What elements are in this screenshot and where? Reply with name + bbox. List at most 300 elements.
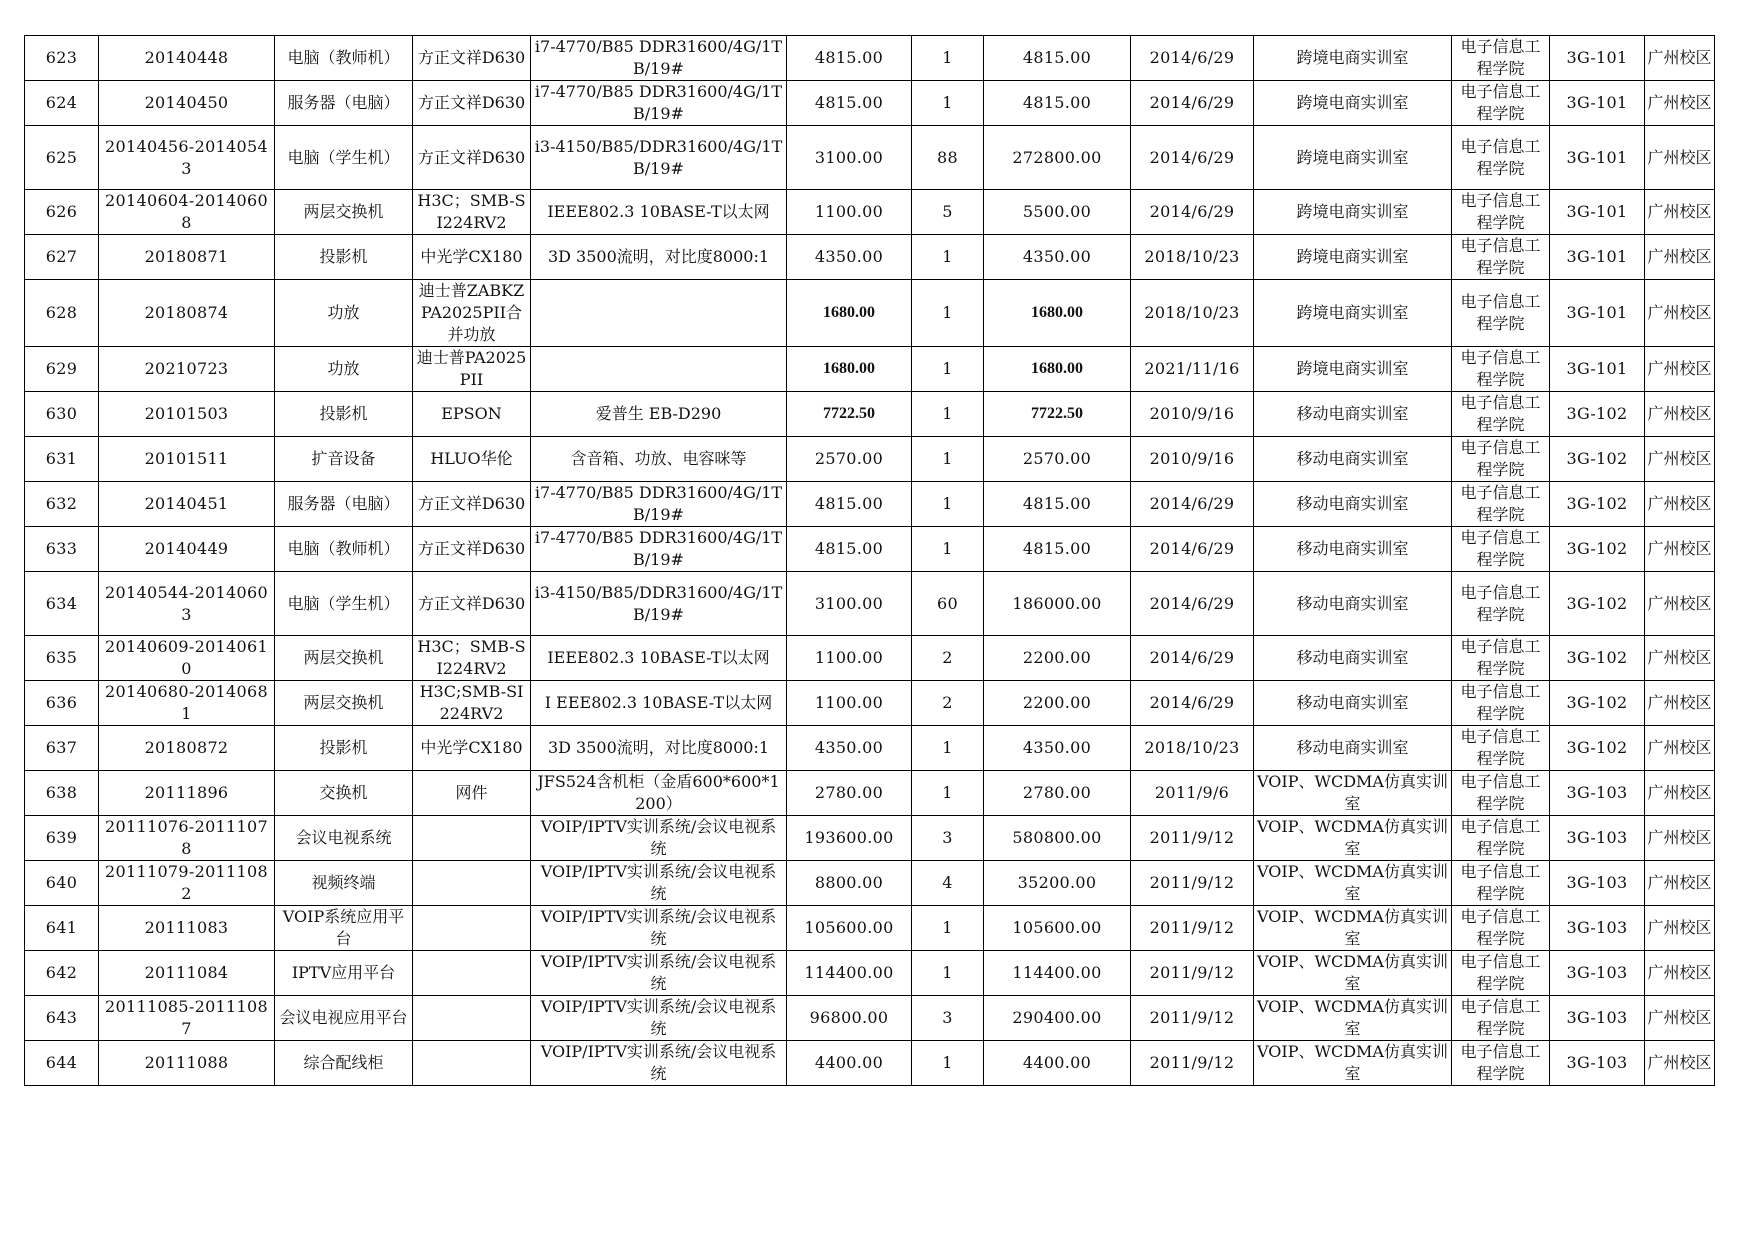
quantity-cell: 3 (912, 996, 984, 1041)
total-amount-cell: 4350.00 (984, 235, 1131, 280)
row-number-cell: 625 (25, 126, 99, 190)
asset-id-cell: 20140680-20140681 (99, 681, 275, 726)
department-cell: 电子信息工程学院 (1452, 81, 1550, 126)
total-amount-cell: 2200.00 (984, 636, 1131, 681)
purchase-date-cell: 2011/9/12 (1131, 816, 1254, 861)
brand-model-cell (413, 906, 531, 951)
campus-cell: 广州校区 (1645, 681, 1715, 726)
department-cell: 电子信息工程学院 (1452, 1041, 1550, 1086)
total-amount-cell: 7722.50 (984, 392, 1131, 437)
total-amount-cell: 2570.00 (984, 437, 1131, 482)
table-row (25, 572, 1715, 636)
brand-model-cell: 网件 (413, 771, 531, 816)
total-amount-cell: 2780.00 (984, 771, 1131, 816)
quantity-cell: 1 (912, 1041, 984, 1086)
asset-name-cell: 两层交换机 (275, 681, 413, 726)
purchase-date-cell: 2014/6/29 (1131, 482, 1254, 527)
campus-cell: 广州校区 (1645, 482, 1715, 527)
location-cell: 跨境电商实训室 (1254, 347, 1452, 392)
purchase-date-cell: 2021/11/16 (1131, 347, 1254, 392)
table-row (25, 681, 1715, 726)
department-cell: 电子信息工程学院 (1452, 726, 1550, 771)
specification-cell: 含音箱、功放、电容咪等 (531, 437, 787, 482)
asset-id-cell: 20140604-20140608 (99, 190, 275, 235)
location-cell: 跨境电商实训室 (1254, 126, 1452, 190)
brand-model-cell (413, 996, 531, 1041)
row-number-cell: 644 (25, 1041, 99, 1086)
location-cell: 移动电商实训室 (1254, 437, 1452, 482)
specification-cell (531, 280, 787, 347)
quantity-cell: 1 (912, 347, 984, 392)
campus-cell: 广州校区 (1645, 190, 1715, 235)
table-row (25, 771, 1715, 816)
location-cell: 移动电商实训室 (1254, 392, 1452, 437)
campus-cell: 广州校区 (1645, 126, 1715, 190)
asset-name-cell: 两层交换机 (275, 190, 413, 235)
unit-price-cell: 2570.00 (787, 437, 912, 482)
location-cell: 移动电商实训室 (1254, 636, 1452, 681)
table-row (25, 235, 1715, 280)
table-row (25, 437, 1715, 482)
specification-cell: VOIP/IPTV实训系统/会议电视系统 (531, 951, 787, 996)
brand-model-cell: H3C；SMB-SI224RV2 (413, 190, 531, 235)
room-cell: 3G-101 (1550, 280, 1645, 347)
specification-cell: I EEE802.3 10BASE-T以太网 (531, 681, 787, 726)
table-row (25, 636, 1715, 681)
table-row (25, 190, 1715, 235)
asset-id-cell: 20101511 (99, 437, 275, 482)
location-cell: VOIP、WCDMA仿真实训室 (1254, 951, 1452, 996)
asset-id-cell: 20111079-20111082 (99, 861, 275, 906)
unit-price-cell: 4815.00 (787, 81, 912, 126)
quantity-cell: 4 (912, 861, 984, 906)
asset-id-cell: 20140450 (99, 81, 275, 126)
brand-model-cell: 方正文祥D630 (413, 36, 531, 81)
campus-cell: 广州校区 (1645, 636, 1715, 681)
purchase-date-cell: 2018/10/23 (1131, 280, 1254, 347)
unit-price-cell: 4815.00 (787, 36, 912, 81)
purchase-date-cell: 2010/9/16 (1131, 392, 1254, 437)
row-number-cell: 637 (25, 726, 99, 771)
brand-model-cell: HLUO华伦 (413, 437, 531, 482)
row-number-cell: 628 (25, 280, 99, 347)
asset-id-cell: 20140456-20140543 (99, 126, 275, 190)
specification-cell: VOIP/IPTV实训系统/会议电视系统 (531, 996, 787, 1041)
specification-cell: 3D 3500流明，对比度8000:1 (531, 726, 787, 771)
asset-name-cell: 投影机 (275, 235, 413, 280)
unit-price-cell: 3100.00 (787, 126, 912, 190)
location-cell: 移动电商实训室 (1254, 527, 1452, 572)
purchase-date-cell: 2014/6/29 (1131, 527, 1254, 572)
quantity-cell: 1 (912, 726, 984, 771)
brand-model-cell: H3C；SMB-SI224RV2 (413, 636, 531, 681)
quantity-cell: 1 (912, 280, 984, 347)
unit-price-cell: 4350.00 (787, 726, 912, 771)
row-number-cell: 640 (25, 861, 99, 906)
row-number-cell: 635 (25, 636, 99, 681)
asset-name-cell: VOIP系统应用平台 (275, 906, 413, 951)
unit-price-cell: 1680.00 (787, 280, 912, 347)
table-row (25, 726, 1715, 771)
campus-cell: 广州校区 (1645, 906, 1715, 951)
location-cell: 移动电商实训室 (1254, 572, 1452, 636)
department-cell: 电子信息工程学院 (1452, 572, 1550, 636)
brand-model-cell: 中光学CX180 (413, 726, 531, 771)
campus-cell: 广州校区 (1645, 572, 1715, 636)
location-cell: 跨境电商实训室 (1254, 235, 1452, 280)
location-cell: VOIP、WCDMA仿真实训室 (1254, 861, 1452, 906)
asset-id-cell: 20180874 (99, 280, 275, 347)
asset-name-cell: IPTV应用平台 (275, 951, 413, 996)
row-number-cell: 629 (25, 347, 99, 392)
department-cell: 电子信息工程学院 (1452, 235, 1550, 280)
room-cell: 3G-102 (1550, 437, 1645, 482)
total-amount-cell: 1680.00 (984, 347, 1131, 392)
campus-cell: 广州校区 (1645, 347, 1715, 392)
purchase-date-cell: 2018/10/23 (1131, 235, 1254, 280)
brand-model-cell: 方正文祥D630 (413, 126, 531, 190)
campus-cell: 广州校区 (1645, 726, 1715, 771)
total-amount-cell: 4815.00 (984, 527, 1131, 572)
purchase-date-cell: 2011/9/12 (1131, 996, 1254, 1041)
specification-cell: VOIP/IPTV实训系统/会议电视系统 (531, 816, 787, 861)
department-cell: 电子信息工程学院 (1452, 816, 1550, 861)
table-row (25, 280, 1715, 347)
table-row (25, 347, 1715, 392)
quantity-cell: 1 (912, 527, 984, 572)
specification-cell: IEEE802.3 10BASE-T以太网 (531, 190, 787, 235)
purchase-date-cell: 2014/6/29 (1131, 190, 1254, 235)
asset-id-cell: 20140544-20140603 (99, 572, 275, 636)
purchase-date-cell: 2018/10/23 (1131, 726, 1254, 771)
asset-id-cell: 20111085-20111087 (99, 996, 275, 1041)
asset-name-cell: 会议电视应用平台 (275, 996, 413, 1041)
purchase-date-cell: 2014/6/29 (1131, 572, 1254, 636)
asset-id-cell: 20140451 (99, 482, 275, 527)
row-number-cell: 630 (25, 392, 99, 437)
specification-cell: 爱普生 EB-D290 (531, 392, 787, 437)
department-cell: 电子信息工程学院 (1452, 861, 1550, 906)
room-cell: 3G-103 (1550, 996, 1645, 1041)
total-amount-cell: 580800.00 (984, 816, 1131, 861)
total-amount-cell: 4815.00 (984, 36, 1131, 81)
room-cell: 3G-101 (1550, 81, 1645, 126)
row-number-cell: 632 (25, 482, 99, 527)
total-amount-cell: 5500.00 (984, 190, 1131, 235)
total-amount-cell: 114400.00 (984, 951, 1131, 996)
room-cell: 3G-102 (1550, 392, 1645, 437)
brand-model-cell (413, 951, 531, 996)
unit-price-cell: 96800.00 (787, 996, 912, 1041)
unit-price-cell: 8800.00 (787, 861, 912, 906)
department-cell: 电子信息工程学院 (1452, 906, 1550, 951)
purchase-date-cell: 2014/6/29 (1131, 636, 1254, 681)
brand-model-cell (413, 816, 531, 861)
campus-cell: 广州校区 (1645, 951, 1715, 996)
unit-price-cell: 3100.00 (787, 572, 912, 636)
campus-cell: 广州校区 (1645, 771, 1715, 816)
asset-id-cell: 20111083 (99, 906, 275, 951)
campus-cell: 广州校区 (1645, 816, 1715, 861)
room-cell: 3G-102 (1550, 681, 1645, 726)
row-number-cell: 643 (25, 996, 99, 1041)
campus-cell: 广州校区 (1645, 235, 1715, 280)
specification-cell: VOIP/IPTV实训系统/会议电视系统 (531, 861, 787, 906)
table-row (25, 126, 1715, 190)
table-row (25, 392, 1715, 437)
brand-model-cell: 方正文祥D630 (413, 482, 531, 527)
asset-name-cell: 会议电视系统 (275, 816, 413, 861)
table-row (25, 951, 1715, 996)
table-row (25, 906, 1715, 951)
quantity-cell: 1 (912, 771, 984, 816)
total-amount-cell: 4815.00 (984, 482, 1131, 527)
campus-cell: 广州校区 (1645, 81, 1715, 126)
table-body (25, 36, 1715, 1086)
asset-name-cell: 功放 (275, 280, 413, 347)
quantity-cell: 2 (912, 636, 984, 681)
total-amount-cell: 2200.00 (984, 681, 1131, 726)
specification-cell: i7-4770/B85 DDR31600/4G/1TB/19# (531, 482, 787, 527)
location-cell: 跨境电商实训室 (1254, 36, 1452, 81)
location-cell: VOIP、WCDMA仿真实训室 (1254, 816, 1452, 861)
specification-cell (531, 347, 787, 392)
location-cell: VOIP、WCDMA仿真实训室 (1254, 771, 1452, 816)
table-row (25, 861, 1715, 906)
unit-price-cell: 1680.00 (787, 347, 912, 392)
location-cell: 移动电商实训室 (1254, 681, 1452, 726)
specification-cell: 3D 3500流明，对比度8000:1 (531, 235, 787, 280)
department-cell: 电子信息工程学院 (1452, 636, 1550, 681)
asset-id-cell: 20140449 (99, 527, 275, 572)
specification-cell: JFS524含机柜（金盾600*600*1200） (531, 771, 787, 816)
quantity-cell: 1 (912, 36, 984, 81)
asset-id-cell: 20111076-20111078 (99, 816, 275, 861)
row-number-cell: 642 (25, 951, 99, 996)
row-number-cell: 627 (25, 235, 99, 280)
room-cell: 3G-101 (1550, 126, 1645, 190)
row-number-cell: 641 (25, 906, 99, 951)
campus-cell: 广州校区 (1645, 527, 1715, 572)
unit-price-cell: 1100.00 (787, 190, 912, 235)
room-cell: 3G-101 (1550, 190, 1645, 235)
specification-cell: IEEE802.3 10BASE-T以太网 (531, 636, 787, 681)
room-cell: 3G-103 (1550, 861, 1645, 906)
location-cell: 跨境电商实训室 (1254, 81, 1452, 126)
room-cell: 3G-101 (1550, 36, 1645, 81)
room-cell: 3G-102 (1550, 636, 1645, 681)
brand-model-cell (413, 1041, 531, 1086)
unit-price-cell: 1100.00 (787, 681, 912, 726)
purchase-date-cell: 2011/9/6 (1131, 771, 1254, 816)
table-row (25, 996, 1715, 1041)
campus-cell: 广州校区 (1645, 1041, 1715, 1086)
unit-price-cell: 4815.00 (787, 527, 912, 572)
asset-id-cell: 20111084 (99, 951, 275, 996)
unit-price-cell: 4400.00 (787, 1041, 912, 1086)
location-cell: 跨境电商实训室 (1254, 280, 1452, 347)
room-cell: 3G-103 (1550, 951, 1645, 996)
purchase-date-cell: 2011/9/12 (1131, 861, 1254, 906)
asset-id-cell: 20111088 (99, 1041, 275, 1086)
brand-model-cell: 中光学CX180 (413, 235, 531, 280)
unit-price-cell: 193600.00 (787, 816, 912, 861)
brand-model-cell: 方正文祥D630 (413, 527, 531, 572)
asset-name-cell: 投影机 (275, 392, 413, 437)
brand-model-cell: 迪士普ZABKZPA2025PII合并功放 (413, 280, 531, 347)
total-amount-cell: 290400.00 (984, 996, 1131, 1041)
department-cell: 电子信息工程学院 (1452, 280, 1550, 347)
asset-name-cell: 服务器（电脑） (275, 81, 413, 126)
department-cell: 电子信息工程学院 (1452, 482, 1550, 527)
campus-cell: 广州校区 (1645, 392, 1715, 437)
row-number-cell: 636 (25, 681, 99, 726)
department-cell: 电子信息工程学院 (1452, 190, 1550, 235)
row-number-cell: 631 (25, 437, 99, 482)
unit-price-cell: 4815.00 (787, 482, 912, 527)
asset-name-cell: 服务器（电脑） (275, 482, 413, 527)
asset-name-cell: 电脑（教师机） (275, 36, 413, 81)
location-cell: 移动电商实训室 (1254, 482, 1452, 527)
quantity-cell: 2 (912, 681, 984, 726)
quantity-cell: 1 (912, 81, 984, 126)
department-cell: 电子信息工程学院 (1452, 527, 1550, 572)
department-cell: 电子信息工程学院 (1452, 771, 1550, 816)
row-number-cell: 626 (25, 190, 99, 235)
location-cell: 跨境电商实训室 (1254, 190, 1452, 235)
table-row (25, 1041, 1715, 1086)
table-row (25, 816, 1715, 861)
department-cell: 电子信息工程学院 (1452, 36, 1550, 81)
specification-cell: i7-4770/B85 DDR31600/4G/1TB/19# (531, 81, 787, 126)
location-cell: VOIP、WCDMA仿真实训室 (1254, 996, 1452, 1041)
purchase-date-cell: 2011/9/12 (1131, 906, 1254, 951)
asset-id-cell: 20101503 (99, 392, 275, 437)
quantity-cell: 3 (912, 816, 984, 861)
asset-name-cell: 电脑（学生机） (275, 126, 413, 190)
department-cell: 电子信息工程学院 (1452, 126, 1550, 190)
unit-price-cell: 4350.00 (787, 235, 912, 280)
brand-model-cell: 迪士普PA2025PII (413, 347, 531, 392)
purchase-date-cell: 2011/9/12 (1131, 1041, 1254, 1086)
total-amount-cell: 186000.00 (984, 572, 1131, 636)
unit-price-cell: 7722.50 (787, 392, 912, 437)
brand-model-cell: 方正文祥D630 (413, 81, 531, 126)
purchase-date-cell: 2014/6/29 (1131, 126, 1254, 190)
purchase-date-cell: 2014/6/29 (1131, 81, 1254, 126)
brand-model-cell: 方正文祥D630 (413, 572, 531, 636)
campus-cell: 广州校区 (1645, 996, 1715, 1041)
room-cell: 3G-101 (1550, 347, 1645, 392)
asset-id-cell: 20111896 (99, 771, 275, 816)
quantity-cell: 60 (912, 572, 984, 636)
total-amount-cell: 4815.00 (984, 81, 1131, 126)
total-amount-cell: 105600.00 (984, 906, 1131, 951)
asset-name-cell: 电脑（学生机） (275, 572, 413, 636)
brand-model-cell (413, 861, 531, 906)
unit-price-cell: 1100.00 (787, 636, 912, 681)
purchase-date-cell: 2014/6/29 (1131, 681, 1254, 726)
department-cell: 电子信息工程学院 (1452, 681, 1550, 726)
room-cell: 3G-103 (1550, 906, 1645, 951)
room-cell: 3G-102 (1550, 482, 1645, 527)
room-cell: 3G-103 (1550, 771, 1645, 816)
table-row (25, 527, 1715, 572)
asset-inventory-table (24, 35, 1715, 1086)
room-cell: 3G-102 (1550, 726, 1645, 771)
specification-cell: i3-4150/B85/DDR31600/4G/1TB/19# (531, 572, 787, 636)
brand-model-cell: EPSON (413, 392, 531, 437)
row-number-cell: 638 (25, 771, 99, 816)
asset-name-cell: 功放 (275, 347, 413, 392)
room-cell: 3G-102 (1550, 527, 1645, 572)
asset-name-cell: 扩音设备 (275, 437, 413, 482)
specification-cell: i7-4770/B85 DDR31600/4G/1TB/19# (531, 527, 787, 572)
room-cell: 3G-103 (1550, 1041, 1645, 1086)
quantity-cell: 1 (912, 906, 984, 951)
specification-cell: VOIP/IPTV实训系统/会议电视系统 (531, 906, 787, 951)
asset-id-cell: 20140448 (99, 36, 275, 81)
table-row (25, 81, 1715, 126)
quantity-cell: 1 (912, 235, 984, 280)
location-cell: VOIP、WCDMA仿真实训室 (1254, 1041, 1452, 1086)
row-number-cell: 633 (25, 527, 99, 572)
quantity-cell: 88 (912, 126, 984, 190)
total-amount-cell: 4400.00 (984, 1041, 1131, 1086)
purchase-date-cell: 2010/9/16 (1131, 437, 1254, 482)
asset-name-cell: 电脑（教师机） (275, 527, 413, 572)
campus-cell: 广州校区 (1645, 280, 1715, 347)
asset-name-cell: 视频终端 (275, 861, 413, 906)
quantity-cell: 1 (912, 482, 984, 527)
asset-id-cell: 20140609-20140610 (99, 636, 275, 681)
row-number-cell: 623 (25, 36, 99, 81)
total-amount-cell: 4350.00 (984, 726, 1131, 771)
location-cell: 移动电商实训室 (1254, 726, 1452, 771)
table-row (25, 482, 1715, 527)
unit-price-cell: 114400.00 (787, 951, 912, 996)
table-row (25, 36, 1715, 81)
asset-name-cell: 投影机 (275, 726, 413, 771)
total-amount-cell: 35200.00 (984, 861, 1131, 906)
purchase-date-cell: 2011/9/12 (1131, 951, 1254, 996)
location-cell: VOIP、WCDMA仿真实训室 (1254, 906, 1452, 951)
room-cell: 3G-101 (1550, 235, 1645, 280)
total-amount-cell: 272800.00 (984, 126, 1131, 190)
campus-cell: 广州校区 (1645, 437, 1715, 482)
department-cell: 电子信息工程学院 (1452, 392, 1550, 437)
asset-id-cell: 20180871 (99, 235, 275, 280)
row-number-cell: 624 (25, 81, 99, 126)
quantity-cell: 5 (912, 190, 984, 235)
asset-id-cell: 20210723 (99, 347, 275, 392)
department-cell: 电子信息工程学院 (1452, 951, 1550, 996)
specification-cell: VOIP/IPTV实训系统/会议电视系统 (531, 1041, 787, 1086)
room-cell: 3G-103 (1550, 816, 1645, 861)
campus-cell: 广州校区 (1645, 861, 1715, 906)
purchase-date-cell: 2014/6/29 (1131, 36, 1254, 81)
quantity-cell: 1 (912, 392, 984, 437)
row-number-cell: 634 (25, 572, 99, 636)
department-cell: 电子信息工程学院 (1452, 347, 1550, 392)
campus-cell: 广州校区 (1645, 36, 1715, 81)
specification-cell: i3-4150/B85/DDR31600/4G/1TB/19# (531, 126, 787, 190)
asset-name-cell: 交换机 (275, 771, 413, 816)
unit-price-cell: 2780.00 (787, 771, 912, 816)
total-amount-cell: 1680.00 (984, 280, 1131, 347)
quantity-cell: 1 (912, 437, 984, 482)
row-number-cell: 639 (25, 816, 99, 861)
